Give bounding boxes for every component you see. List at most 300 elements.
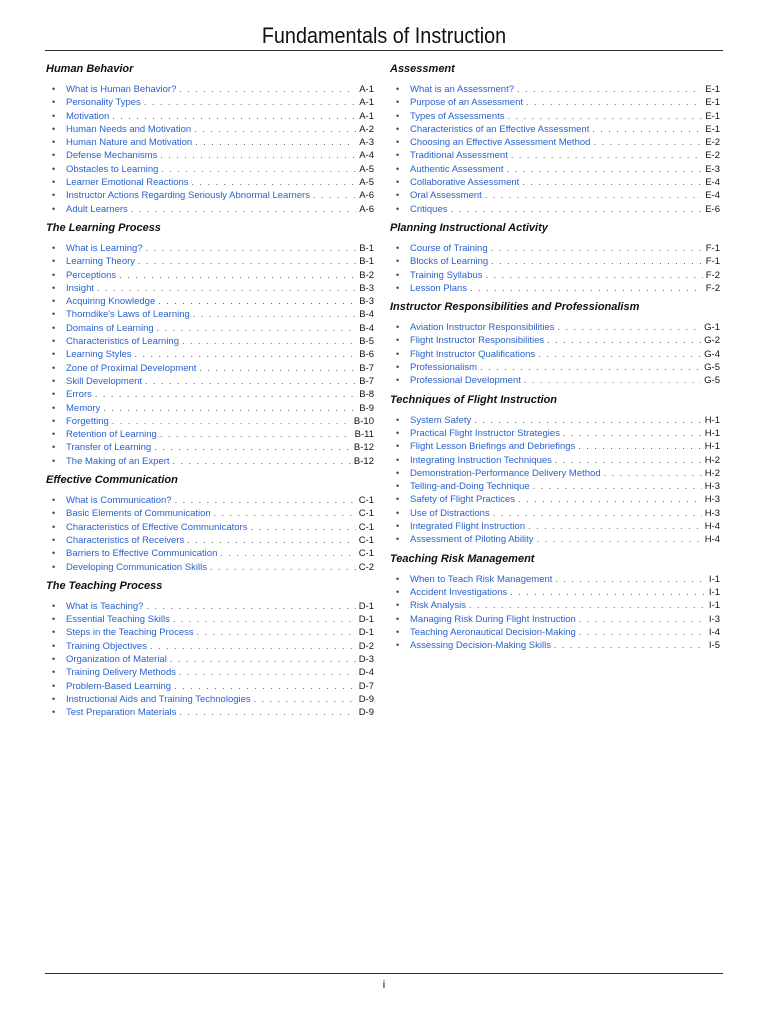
- toc-entry-link[interactable]: Collaborative Assessment: [410, 177, 520, 189]
- toc-entry-line: [66, 96, 374, 109]
- toc-entry[interactable]: [390, 163, 720, 176]
- toc-entry-link[interactable]: Basic Elements of Communication: [66, 508, 211, 520]
- dot-leader: [119, 269, 356, 282]
- toc-entry-link[interactable]: Problem-Based Learning: [66, 680, 172, 692]
- toc-entry-link[interactable]: Flight Instructor Qualifications: [410, 348, 536, 360]
- toc-section: [390, 301, 720, 387]
- toc-entry-line: [66, 693, 374, 706]
- bullet-icon: •: [396, 375, 400, 386]
- toc-entry[interactable]: [46, 534, 374, 547]
- toc-entry-line: [66, 322, 374, 335]
- toc-entry-link[interactable]: Characteristics of Learning: [66, 336, 179, 348]
- toc-entry-link[interactable]: Learner Emotional Reactions: [66, 177, 189, 189]
- toc-entry-link[interactable]: Instructor Actions Regarding Seriously Abnormal Learners: [66, 190, 310, 202]
- toc-entry-link[interactable]: What is Teaching?: [66, 600, 144, 612]
- toc-entry-link[interactable]: Personality Types: [66, 97, 141, 109]
- toc-entry-link[interactable]: Professionalism: [410, 362, 478, 374]
- toc-entry[interactable]: [390, 282, 720, 295]
- bullet-icon: •: [52, 177, 56, 188]
- toc-entry-link[interactable]: Choosing an Effective Assessment Method: [410, 137, 591, 149]
- toc-entry-link[interactable]: Telling-and-Doing Technique: [410, 481, 530, 493]
- toc-entry-page: B-7: [359, 375, 374, 387]
- toc-entry-line: [410, 427, 720, 440]
- bullet-icon: •: [52, 375, 56, 386]
- toc-entry-link[interactable]: Domains of Learning: [66, 322, 154, 334]
- toc-entry-line: [410, 255, 720, 268]
- toc-entry-page: B-6: [359, 349, 374, 361]
- dot-leader: [451, 203, 703, 216]
- toc-entry[interactable]: [46, 255, 374, 268]
- bullet-icon: •: [396, 640, 400, 651]
- toc-entry[interactable]: [46, 163, 374, 176]
- toc-entry-page: C-1: [358, 521, 374, 533]
- toc-entry-page: I-5: [708, 640, 720, 652]
- bullet-icon: •: [396, 427, 400, 438]
- bullet-icon: •: [52, 680, 56, 691]
- bullet-icon: •: [52, 349, 56, 360]
- toc-entry-link[interactable]: System Safety: [410, 414, 472, 426]
- bullet-icon: •: [52, 521, 56, 532]
- toc-entry-link[interactable]: Assessing Decision-Making Skills: [410, 640, 551, 652]
- toc-entry-page: E-1: [705, 84, 720, 95]
- toc-entry-page: I-1: [708, 600, 720, 612]
- toc-entry[interactable]: [46, 693, 374, 706]
- toc-section: [390, 222, 720, 295]
- toc-entry-link[interactable]: Critiques: [410, 203, 448, 215]
- toc-entry-link[interactable]: Test Preparation Materials: [66, 707, 177, 719]
- dot-leader: [592, 123, 702, 136]
- toc-entry[interactable]: [46, 295, 374, 308]
- bullet-icon: •: [52, 548, 56, 559]
- toc-entry-line: [66, 189, 374, 202]
- toc-entry-page: B-11: [354, 429, 374, 441]
- toc-section: [46, 63, 374, 216]
- toc-entry-link[interactable]: Managing Risk During Flight Instruction: [410, 613, 576, 625]
- bullet-icon: •: [52, 600, 56, 611]
- toc-entry-page: B-4: [359, 309, 374, 321]
- toc-entry-line: [410, 123, 720, 136]
- toc-entry[interactable]: [46, 83, 374, 96]
- toc-entry[interactable]: [46, 136, 374, 149]
- dot-leader: [508, 110, 703, 123]
- bullet-icon: •: [396, 190, 400, 201]
- toc-entry-line: [410, 520, 720, 533]
- toc-entry-page: F-2: [705, 269, 720, 281]
- toc-entry[interactable]: [390, 613, 720, 626]
- toc-entry[interactable]: [390, 96, 720, 109]
- bullet-icon: •: [396, 110, 400, 121]
- toc-entry[interactable]: [390, 176, 720, 189]
- dot-leader: [179, 83, 356, 96]
- toc-entry[interactable]: [46, 110, 374, 123]
- toc-entry[interactable]: [46, 308, 374, 321]
- toc-entry[interactable]: [390, 533, 720, 546]
- bullet-icon: •: [52, 614, 56, 625]
- dot-leader: [469, 599, 706, 612]
- toc-entry[interactable]: [390, 454, 720, 467]
- toc-entry-line: [410, 176, 720, 189]
- toc-entry-line: [410, 269, 720, 282]
- toc-entry[interactable]: [46, 626, 374, 639]
- toc-entry-line: [410, 348, 720, 361]
- toc-entry-page: B-1: [359, 256, 374, 268]
- toc-entry-page: C-1: [358, 495, 374, 507]
- toc-entry-page: H-4: [704, 534, 720, 546]
- toc-entry-link[interactable]: Training Objectives: [66, 640, 147, 652]
- toc-entry[interactable]: [390, 414, 720, 427]
- toc-entry[interactable]: [46, 388, 374, 401]
- toc-entry-page: G-1: [704, 322, 720, 334]
- toc-entry-line: [410, 203, 720, 216]
- toc-entry[interactable]: [46, 613, 374, 626]
- toc-entry-line: [410, 493, 720, 506]
- toc-entry-page: G-5: [704, 362, 720, 374]
- toc-entry-link[interactable]: Skill Development: [66, 375, 143, 387]
- toc-entry-link[interactable]: Learning Theory: [66, 256, 136, 268]
- toc-entry-list: [46, 494, 374, 574]
- toc-entry-link[interactable]: Flight Lesson Briefings and Debriefings: [410, 441, 576, 453]
- bullet-icon: •: [52, 402, 56, 413]
- toc-entry-link[interactable]: Transfer of Learning: [66, 442, 152, 454]
- toc-entry-line: [66, 242, 374, 255]
- toc-section: [46, 580, 374, 720]
- toc-entry-link[interactable]: Retention of Learning: [66, 429, 157, 441]
- bullet-icon: •: [396, 481, 400, 492]
- toc-entry-link[interactable]: Thorndike's Laws of Learning: [66, 309, 190, 321]
- toc-entry-page: F-1: [705, 242, 720, 254]
- toc-entry[interactable]: [46, 494, 374, 507]
- toc-entry-line: [410, 480, 720, 493]
- toc-entry[interactable]: [46, 282, 374, 295]
- toc-entry-link[interactable]: Integrating Instruction Techniques: [410, 454, 552, 466]
- toc-entry-line: [410, 361, 720, 374]
- toc-entry-link[interactable]: Characteristics of Receivers: [66, 534, 185, 546]
- toc-entry[interactable]: [46, 415, 374, 428]
- toc-entry[interactable]: [390, 334, 720, 347]
- toc-entry[interactable]: [46, 176, 374, 189]
- toc-entry[interactable]: [46, 149, 374, 162]
- toc-entry-link[interactable]: What is Human Behavior?: [66, 84, 177, 95]
- toc-entry[interactable]: [46, 666, 374, 679]
- toc-entry[interactable]: [46, 547, 374, 560]
- toc-entry-page: A-1: [359, 84, 374, 95]
- toc-entry-link[interactable]: Risk Analysis: [410, 600, 466, 612]
- dot-leader: [486, 269, 703, 282]
- bullet-icon: •: [52, 256, 56, 267]
- toc-entry-line: [410, 573, 720, 586]
- section-heading: Instructor Responsibilities and Professionalism: [390, 301, 640, 314]
- toc-entry[interactable]: [390, 493, 720, 506]
- toc-entry[interactable]: [46, 362, 374, 375]
- toc-entry[interactable]: [390, 242, 720, 255]
- toc-entry-link[interactable]: Safety of Flight Practices: [410, 494, 516, 506]
- toc-entry-link[interactable]: Adult Learners: [66, 203, 128, 215]
- toc-entry-link[interactable]: Organization of Material: [66, 653, 167, 665]
- dot-leader: [197, 626, 356, 639]
- dot-leader: [144, 96, 356, 109]
- toc-entry[interactable]: [46, 375, 374, 388]
- toc-entry-line: [410, 467, 720, 480]
- bullet-icon: •: [52, 322, 56, 333]
- toc-entry-link[interactable]: Developing Communication Skills: [66, 561, 207, 573]
- toc-entry-link[interactable]: Accident Investigations: [410, 586, 508, 598]
- toc-entry-line: [66, 534, 374, 547]
- toc-entry-page: C-1: [358, 534, 374, 546]
- dot-leader: [517, 83, 702, 96]
- toc-entry-link[interactable]: Errors: [66, 389, 92, 401]
- dot-leader: [579, 626, 706, 639]
- toc-entry-link[interactable]: Human Nature and Motivation: [66, 137, 193, 149]
- toc-entry-page: D-4: [358, 667, 374, 679]
- bullet-icon: •: [52, 309, 56, 320]
- dot-leader: [522, 176, 702, 189]
- toc-entry-line: [66, 269, 374, 282]
- toc-entry-line: [66, 402, 374, 415]
- toc-entry-link[interactable]: Zone of Proximal Development: [66, 362, 197, 374]
- bullet-icon: •: [52, 495, 56, 506]
- toc-entry-line: [66, 428, 374, 441]
- toc-entry-link[interactable]: Lesson Plans: [410, 282, 468, 294]
- toc-entry[interactable]: [390, 321, 720, 334]
- bullet-icon: •: [396, 123, 400, 134]
- toc-entry-list: [390, 83, 720, 216]
- dot-leader: [220, 547, 355, 560]
- toc-entry[interactable]: [390, 123, 720, 136]
- toc-entry-link[interactable]: Teaching Aeronautical Decision-Making: [410, 626, 576, 638]
- dot-leader: [97, 282, 356, 295]
- toc-entry-link[interactable]: Steps in the Teaching Process: [66, 627, 194, 639]
- toc-entry-page: H-1: [704, 427, 720, 439]
- toc-entry-page: D-1: [358, 614, 374, 626]
- toc-entry-link[interactable]: Blocks of Learning: [410, 256, 489, 268]
- toc-entry-link[interactable]: Authentic Assessment: [410, 163, 504, 175]
- toc-entry-page: C-1: [358, 548, 374, 560]
- toc-entry[interactable]: [390, 573, 720, 586]
- toc-entry[interactable]: [46, 189, 374, 202]
- toc-entry-list: [390, 242, 720, 295]
- dot-leader: [112, 110, 356, 123]
- toc-entry-page: D-1: [358, 627, 374, 639]
- toc-entry-line: [66, 494, 374, 507]
- section-heading: Teaching Risk Management: [390, 552, 535, 565]
- dot-leader: [555, 573, 706, 586]
- toc-entry[interactable]: [46, 561, 374, 574]
- toc-entry[interactable]: [390, 586, 720, 599]
- toc-entry-link[interactable]: The Making of an Expert: [66, 455, 170, 467]
- toc-entry-link[interactable]: When to Teach Risk Management: [410, 573, 553, 585]
- toc-entry-page: A-3: [359, 137, 374, 149]
- bullet-icon: •: [52, 429, 56, 440]
- toc-entry[interactable]: [390, 189, 720, 202]
- toc-entry-page: I-3: [708, 613, 720, 625]
- toc-entry[interactable]: [390, 374, 720, 387]
- toc-entry[interactable]: [390, 427, 720, 440]
- toc-entry-link[interactable]: Barriers to Effective Communication: [66, 548, 218, 560]
- page-title: Fundamentals of Instruction: [261, 23, 507, 48]
- toc-entry-line: [66, 348, 374, 361]
- dot-leader: [485, 189, 702, 202]
- toc-entry-line: [66, 176, 374, 189]
- toc-entry-link[interactable]: Demonstration-Performance Delivery Method: [410, 467, 601, 479]
- toc-entry-link[interactable]: Practical Flight Instructor Strategies: [410, 427, 560, 439]
- dot-leader: [524, 374, 701, 387]
- bullet-icon: •: [396, 348, 400, 359]
- toc-entry-link[interactable]: Essential Teaching Skills: [66, 614, 170, 626]
- dot-leader: [579, 613, 706, 626]
- toc-entry-link[interactable]: Characteristics of an Effective Assessment: [410, 123, 590, 135]
- bullet-icon: •: [52, 534, 56, 545]
- toc-entry-link[interactable]: Training Delivery Methods: [66, 667, 176, 679]
- toc-entry[interactable]: [46, 640, 374, 653]
- toc-entry-link[interactable]: Learning Styles: [66, 349, 132, 361]
- toc-entry-link[interactable]: Forgetting: [66, 415, 109, 427]
- toc-entry[interactable]: [390, 269, 720, 282]
- toc-entry-link[interactable]: Use of Distractions: [410, 507, 490, 519]
- toc-entry[interactable]: [46, 653, 374, 666]
- toc-entry[interactable]: [390, 440, 720, 453]
- toc-entry-page: B-7: [359, 362, 374, 374]
- dot-leader: [511, 149, 702, 162]
- bullet-icon: •: [52, 97, 56, 108]
- toc-entry[interactable]: [390, 149, 720, 162]
- dot-leader: [214, 507, 356, 520]
- toc-entry-link[interactable]: What is an Assessment?: [410, 84, 515, 95]
- toc-entry-page: H-3: [704, 494, 720, 506]
- toc-entry[interactable]: [46, 706, 374, 719]
- toc-entry-link[interactable]: What is Communication?: [66, 495, 172, 507]
- toc-entry-link[interactable]: Integrated Flight Instruction: [410, 521, 526, 533]
- toc-entry-line: [410, 639, 720, 652]
- toc-entry-link[interactable]: Human Needs and Motivation: [66, 123, 192, 135]
- toc-entry[interactable]: [390, 520, 720, 533]
- section-heading: The Learning Process: [46, 221, 161, 234]
- toc-entry-page: A-1: [359, 97, 374, 109]
- toc-entry[interactable]: [46, 322, 374, 335]
- toc-entry-page: H-1: [704, 414, 720, 426]
- toc-entry[interactable]: [390, 507, 720, 520]
- bullet-icon: •: [52, 190, 56, 201]
- toc-entry-link[interactable]: Course of Training: [410, 242, 488, 254]
- toc-entry[interactable]: [390, 467, 720, 480]
- toc-entry[interactable]: [46, 242, 374, 255]
- dot-leader: [173, 613, 356, 626]
- toc-entry[interactable]: [46, 428, 374, 441]
- toc-entry-link[interactable]: Characteristics of Effective Communicators: [66, 521, 248, 533]
- toc-entry[interactable]: [390, 83, 720, 96]
- toc-entry-link[interactable]: Insight: [66, 282, 94, 294]
- toc-entry-link[interactable]: Acquiring Knowledge: [66, 296, 156, 308]
- toc-entry[interactable]: [390, 639, 720, 652]
- toc-entry[interactable]: [46, 335, 374, 348]
- bullet-icon: •: [396, 507, 400, 518]
- toc-entry-page: E-2: [705, 137, 720, 149]
- toc-entry-line: [66, 666, 374, 679]
- toc-entry[interactable]: [46, 96, 374, 109]
- dot-leader: [146, 600, 355, 613]
- toc-entry-link[interactable]: Motivation: [66, 110, 110, 122]
- bullet-icon: •: [52, 455, 56, 466]
- toc-entry-link[interactable]: Professional Development: [410, 375, 521, 387]
- toc-entry-page: A-5: [359, 177, 374, 189]
- toc-entry-link[interactable]: Memory: [66, 402, 101, 414]
- toc-section: [390, 553, 720, 653]
- toc-entry[interactable]: [46, 507, 374, 520]
- toc-entry[interactable]: [46, 348, 374, 361]
- toc-entry[interactable]: [46, 680, 374, 693]
- bullet-icon: •: [52, 282, 56, 293]
- toc-entry-page: B-1: [359, 242, 374, 254]
- bullet-icon: •: [396, 282, 400, 293]
- section-heading: Effective Communication: [46, 474, 178, 487]
- toc-entry-link[interactable]: Assessment of Piloting Ability: [410, 534, 534, 546]
- bullet-icon: •: [52, 137, 56, 148]
- toc-entry-line: [66, 308, 374, 321]
- toc-entry[interactable]: [46, 521, 374, 534]
- toc-entry-link[interactable]: Defense Mechanisms: [66, 150, 158, 162]
- toc-entry-link[interactable]: Oral Assessment: [410, 190, 482, 202]
- toc-entry-link[interactable]: Flight Instructor Responsibilities: [410, 335, 545, 347]
- toc-entry-page: H-3: [704, 507, 720, 519]
- toc-entry[interactable]: [390, 599, 720, 612]
- toc-entry-link[interactable]: Training Syllabus: [410, 269, 483, 281]
- toc-entry-link[interactable]: Obstacles to Learning: [66, 163, 159, 175]
- toc-entry-link[interactable]: Instructional Aids and Training Technologies: [66, 693, 251, 705]
- toc-entry-line: [410, 454, 720, 467]
- bullet-icon: •: [396, 613, 400, 624]
- toc-entry[interactable]: [390, 480, 720, 493]
- toc-entry-link[interactable]: Purpose of an Assessment: [410, 97, 524, 109]
- toc-entry-line: [66, 600, 374, 613]
- toc-entry[interactable]: [46, 203, 374, 216]
- toc-entry-page: C-1: [358, 508, 374, 520]
- toc-entry[interactable]: [390, 203, 720, 216]
- dot-leader: [506, 163, 702, 176]
- toc-entry[interactable]: [46, 402, 374, 415]
- toc-entry[interactable]: [46, 269, 374, 282]
- page-number: i: [382, 979, 386, 991]
- toc-entry-line: [66, 282, 374, 295]
- bullet-icon: •: [52, 442, 56, 453]
- toc-entry[interactable]: [390, 136, 720, 149]
- toc-entry-link[interactable]: Traditional Assessment: [410, 150, 508, 162]
- toc-entry[interactable]: [46, 123, 374, 136]
- toc-entry-page: H-3: [704, 481, 720, 493]
- toc-section: [46, 474, 374, 574]
- dot-leader: [518, 493, 702, 506]
- bullet-icon: •: [52, 110, 56, 121]
- toc-entry-line: [66, 547, 374, 560]
- toc-entry[interactable]: [390, 348, 720, 361]
- toc-entry-page: B-10: [353, 415, 374, 427]
- toc-entry[interactable]: [46, 600, 374, 613]
- toc-entry[interactable]: [390, 361, 720, 374]
- toc-entry[interactable]: [46, 455, 374, 468]
- toc-entry-page: I-1: [708, 573, 720, 585]
- bullet-icon: •: [52, 84, 56, 94]
- toc-entry[interactable]: [390, 110, 720, 123]
- toc-entry-link[interactable]: Types of Assessments: [410, 110, 505, 122]
- toc-entry[interactable]: [390, 626, 720, 639]
- toc-entry-line: [66, 441, 374, 454]
- toc-entry[interactable]: [390, 255, 720, 268]
- toc-entry-link[interactable]: What is Learning?: [66, 242, 143, 254]
- toc-entry-link[interactable]: Perceptions: [66, 269, 117, 281]
- toc-entry[interactable]: [46, 441, 374, 454]
- toc-entry-page: H-2: [704, 454, 720, 466]
- bullet-icon: •: [396, 467, 400, 478]
- toc-entry-link[interactable]: Aviation Instructor Responsibilities: [410, 322, 555, 334]
- toc-entry-line: [410, 321, 720, 334]
